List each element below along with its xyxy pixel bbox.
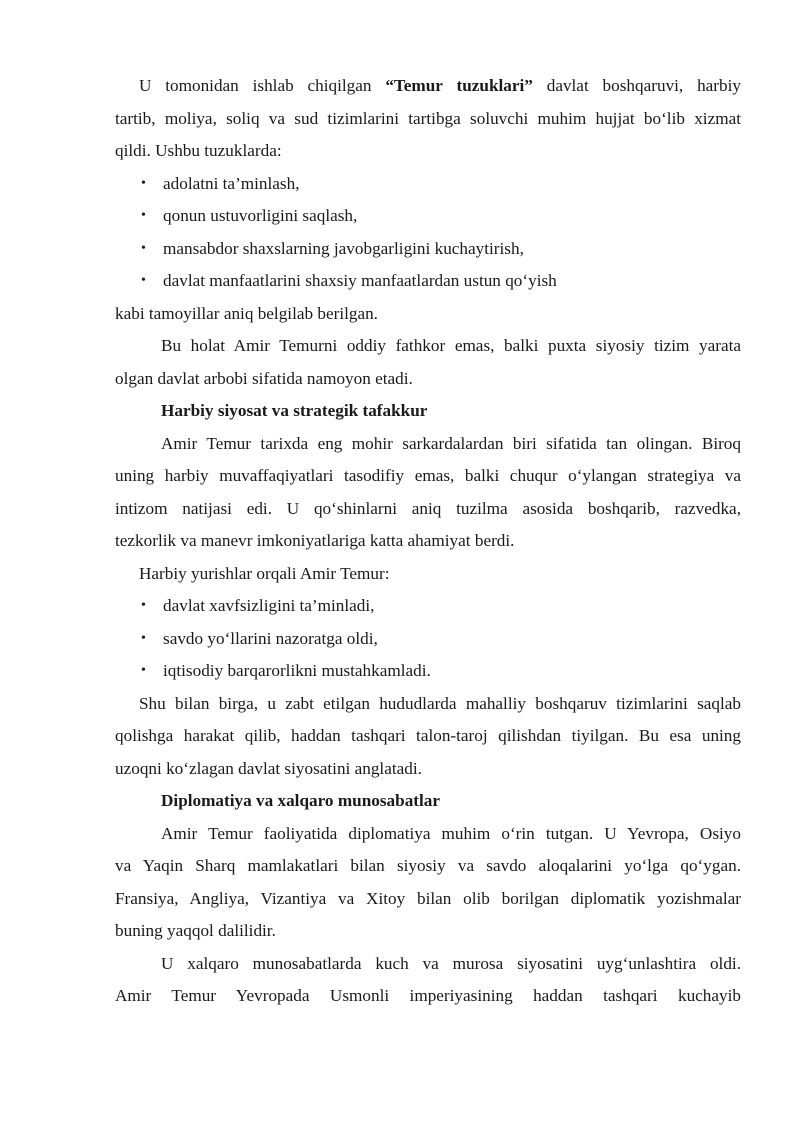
paragraph-line: qolishga harakat qilib, haddan tashqari talon-taroj qilishdan tiyilgan. Bu esa uning: [115, 726, 741, 745]
bullet-icon: •: [141, 240, 146, 256]
paragraph-line: Amir Temur tarixda eng mohir sarkardalardan biri sifatida tan olingan. Biroq: [161, 433, 741, 453]
section-heading: Diplomatiya va xalqaro munosabatlar: [161, 791, 441, 810]
paragraph-line: Amir Temur Yevropada Usmonli imperiyasining haddan tashqari kuchayib: [115, 986, 741, 1005]
paragraph-line: tartib, moliya, soliq va sud tizimlarini tartibga soluvchi muhim hujjat bo‘lib xizmat: [115, 108, 741, 128]
list-item-text: adolatni ta’minlash,: [163, 173, 300, 193]
paragraph-line: qildi. Ushbu tuzuklarda:: [115, 141, 282, 160]
paragraph-line: tezkorlik va manevr imkoniyatlariga katta ahamiyat berdi.: [115, 531, 515, 550]
list-item: [115, 200, 741, 233]
paragraph-line: U xalqaro munosabatlarda kuch va murosa siyosatini uyg‘unlashtira oldi.: [161, 953, 741, 973]
list-item: [115, 233, 741, 266]
list-item: [115, 623, 741, 656]
paragraph-line: Harbiy yurishlar orqali Amir Temur:: [139, 563, 390, 583]
paragraph-line: Shu bilan birga, u zabt etilgan hududlarda mahalliy boshqaruv tizimlarini saqlab: [139, 693, 741, 713]
paragraph-line: buning yaqqol dalilidir.: [115, 921, 276, 940]
text-span: U tomonidan ishlab chiqilgan: [139, 76, 386, 95]
bullet-icon: •: [141, 208, 146, 223]
paragraph-line: Amir Temur faoliyatida diplomatiya muhim o‘rin tutgan. U Yevropa, Osiyo: [161, 823, 741, 843]
bullet-icon: •: [141, 630, 146, 646]
paragraph-line: va Yaqin Sharq mamlakatlari bilan siyosiy va savdo aloqalarini yo‘lga qo‘ygan.: [115, 856, 741, 875]
paragraph-line: uzoqni ko‘zlagan davlat siyosatini anglatadi.: [115, 758, 422, 778]
paragraph-line: Fransiya, Angliya, Vizantiya va Xitoy bilan olib borilgan diplomatik yozishmalar: [115, 888, 741, 908]
bullet-icon: •: [141, 175, 146, 191]
list-item: [115, 168, 741, 201]
list-item-text: savdo yo‘llarini nazoratga oldi,: [163, 628, 378, 648]
text-span: davlat boshqaruvi, harbiy: [532, 76, 741, 95]
paragraph-line: uning harbiy muvaffaqiyatlari tasodifiy emas, balki chuqur o‘ylangan strategiya va: [115, 466, 741, 485]
paragraph-line: intizom natijasi edi. U qo‘shinlarni aniq tuzilma asosida boshqarib, razvedka,: [115, 498, 741, 518]
list-item-text: davlat manfaatlarini shaxsiy manfaatlardan ustun qo‘yish: [163, 271, 557, 290]
section-heading: Harbiy siyosat va strategik tafakkur: [161, 401, 428, 420]
paragraph-line: olgan davlat arbobi sifatida namoyon etadi.: [115, 368, 413, 388]
list-item: [115, 655, 741, 688]
list-item: [115, 590, 741, 623]
bullet-icon: •: [141, 598, 146, 613]
paragraph-line: [115, 70, 741, 103]
document-page: [115, 70, 741, 1013]
paragraph-line: Bu holat Amir Temurni oddiy fathkor emas, balki puxta siyosiy tizim yarata: [161, 336, 741, 355]
list-item: [115, 265, 741, 298]
bullet-icon: •: [141, 273, 146, 288]
list-item-text: mansabdor shaxslarning javobgarligini kuchaytirish,: [163, 238, 524, 258]
paragraph-line: kabi tamoyillar aniq belgilab berilgan.: [115, 303, 378, 323]
list-item-text: qonun ustuvorligini saqlash,: [163, 206, 358, 225]
list-item-text: davlat xavfsizligini ta’minladi,: [163, 596, 375, 615]
list-item-text: iqtisodiy barqarorlikni mustahkamladi.: [163, 661, 431, 680]
bold-title-span: “Temur tuzuklari”: [385, 76, 533, 95]
bullet-icon: •: [141, 663, 146, 678]
